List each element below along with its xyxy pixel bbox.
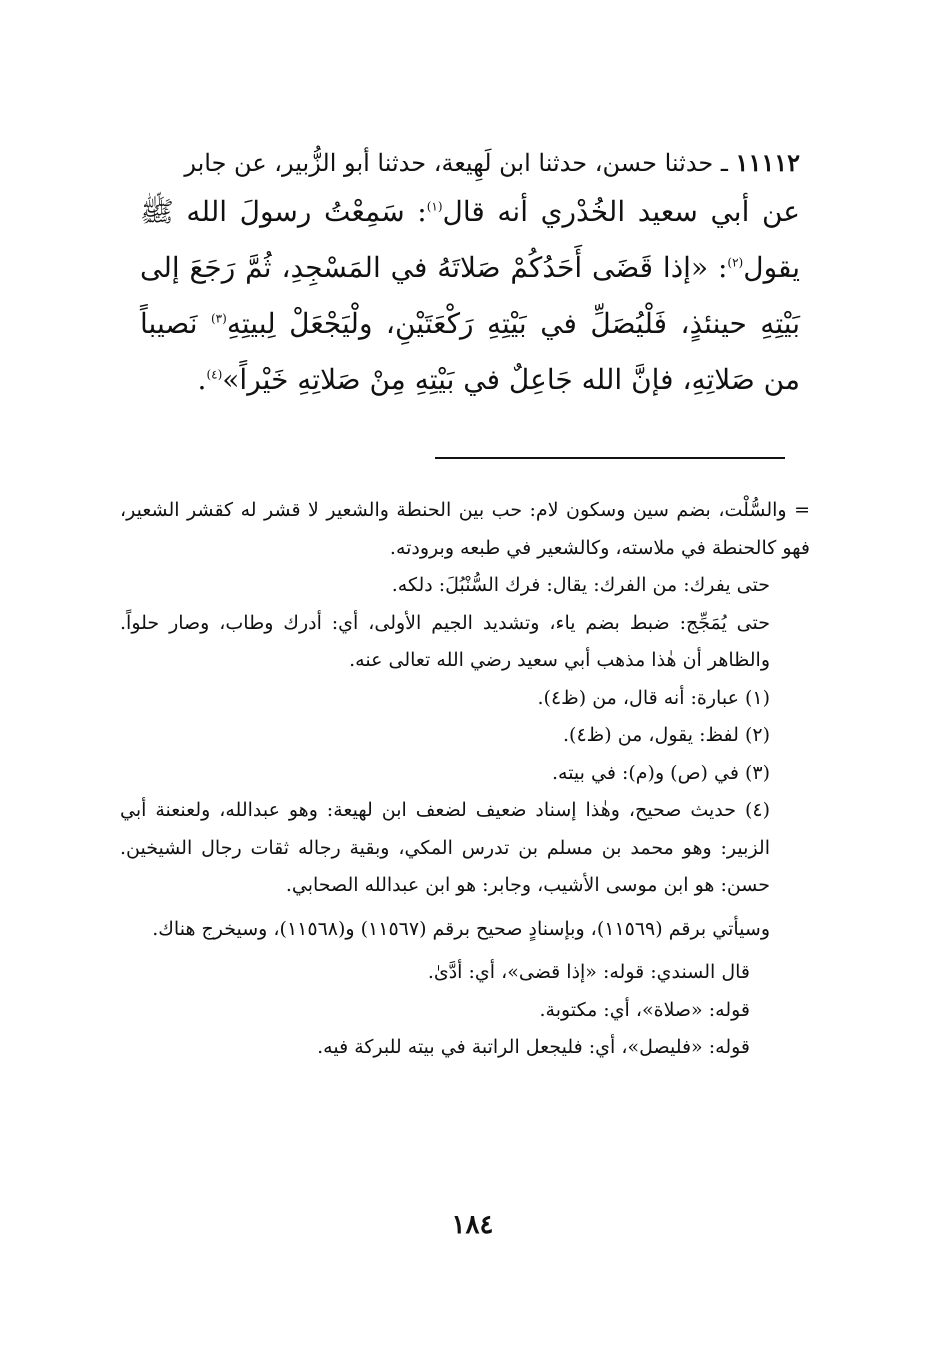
footnote-4-continued: وسيأتي برقم (١١٥٦٩)، وبإسنادٍ صحيح برقم (١١٥٦٧) و(١١٥٦٨)، وسيخرج هناك. — [152, 917, 770, 940]
sindi-note: قوله: «فليصل»، أي: فليجعل الراتبة في بيته للبركة فيه. — [317, 1036, 750, 1058]
footnote-ref-4: (٤) — [206, 367, 223, 382]
footnote-continuation: حتى يفرك: من الفرك: يقال: فرك السُّنْبُلَ: دلكه. — [391, 574, 770, 596]
hadith-isnad: ـ حدثنا حسن، حدثنا ابن لَهِيعة، حدثنا أبو الزُّبير، عن جابر — [184, 149, 736, 177]
hadith-matn-part: . — [197, 363, 207, 396]
hadith-matn-part: : سَمِعْتُ رسولَ الله ﷺ — [140, 195, 427, 228]
footnote-4: (٤) حديث صحيح، وهٰذا إسناد ضعيف لضعف ابن لهيعة: وهو عبدالله، ولعنعنة أبي الزبير: وهو محمد بن مسلم بن تدرس المكي، وبقية رجاله ثقات رجال الشيخين. حسن: هو ابن موسى الأشيب، وجابر: هو ابن عبدالله الصحابي. — [120, 799, 770, 896]
sindi-note: قوله: «صلاة»، أي: مكتوبة. — [539, 998, 750, 1021]
hadith-text — [140, 142, 800, 408]
footnote-2: (٢) لفظ: يقول، من (ظ٤). — [563, 724, 770, 746]
footnote-continuation: = والسُّلْت، بضم سين وسكون لام: حب بين الحنطة والشعير لا قشر له كقشر الشعير، فهو كالحنطة في ملاسته، وكالشعير في طبعه وبرودته. — [120, 499, 810, 559]
hadith-matn-part: يقول — [743, 251, 800, 284]
hadith-isnad-line — [140, 142, 800, 184]
hadith-matn-part: عن أبي سعيد الخُدْري أنه قال — [442, 195, 800, 228]
footnote-ref-3: (٣) — [210, 311, 227, 326]
footnote-divider — [435, 457, 785, 459]
footnotes — [120, 492, 810, 1067]
hadith-matn-part: نَصيباً من صَلاتِهِ، فإنَّ الله جَاعِلٌ في بَيْتِهِ مِنْ صَلاتِهِ خَيْراً» — [140, 307, 800, 396]
footnote-ref-1: (١) — [426, 199, 443, 214]
footnote-1: (١) عبارة: أنه قال، من (ظ٤). — [537, 686, 770, 709]
hadith-matn — [140, 184, 800, 408]
footnote-ref-2: (٢) — [727, 255, 744, 270]
hadith-matn-part: : «إذا قَضَى أَحَدُكُمْ صَلاتَهُ في المَسْجِدِ، ثُمَّ رَجَعَ إلى بَيْتِهِ حينئذٍ، فَلْيُصَلِّ في بَيْتِهِ رَكْعَتَيْنِ، ولْيَجْعَلْ لِبيتِهِ — [140, 251, 801, 340]
page-number: ١٨٤ — [451, 1210, 494, 1240]
footnote-continuation: حتى يُمَجِّج: ضبط بضم ياء، وتشديد الجيم الأولى، أي: أدرك وطاب، وصار حلواً. والظاهر أن هٰذا مذهب أبي سعيد رضي الله تعالى عنه. — [120, 611, 770, 671]
footnote-3: (٣) في (ص) و(م): في بيته. — [551, 761, 770, 784]
hadith-number: ١١١١٢ — [735, 148, 800, 177]
sindi-note: قال السندي: قوله: «إذا قضى»، أي: أدَّىٰ. — [427, 961, 750, 983]
